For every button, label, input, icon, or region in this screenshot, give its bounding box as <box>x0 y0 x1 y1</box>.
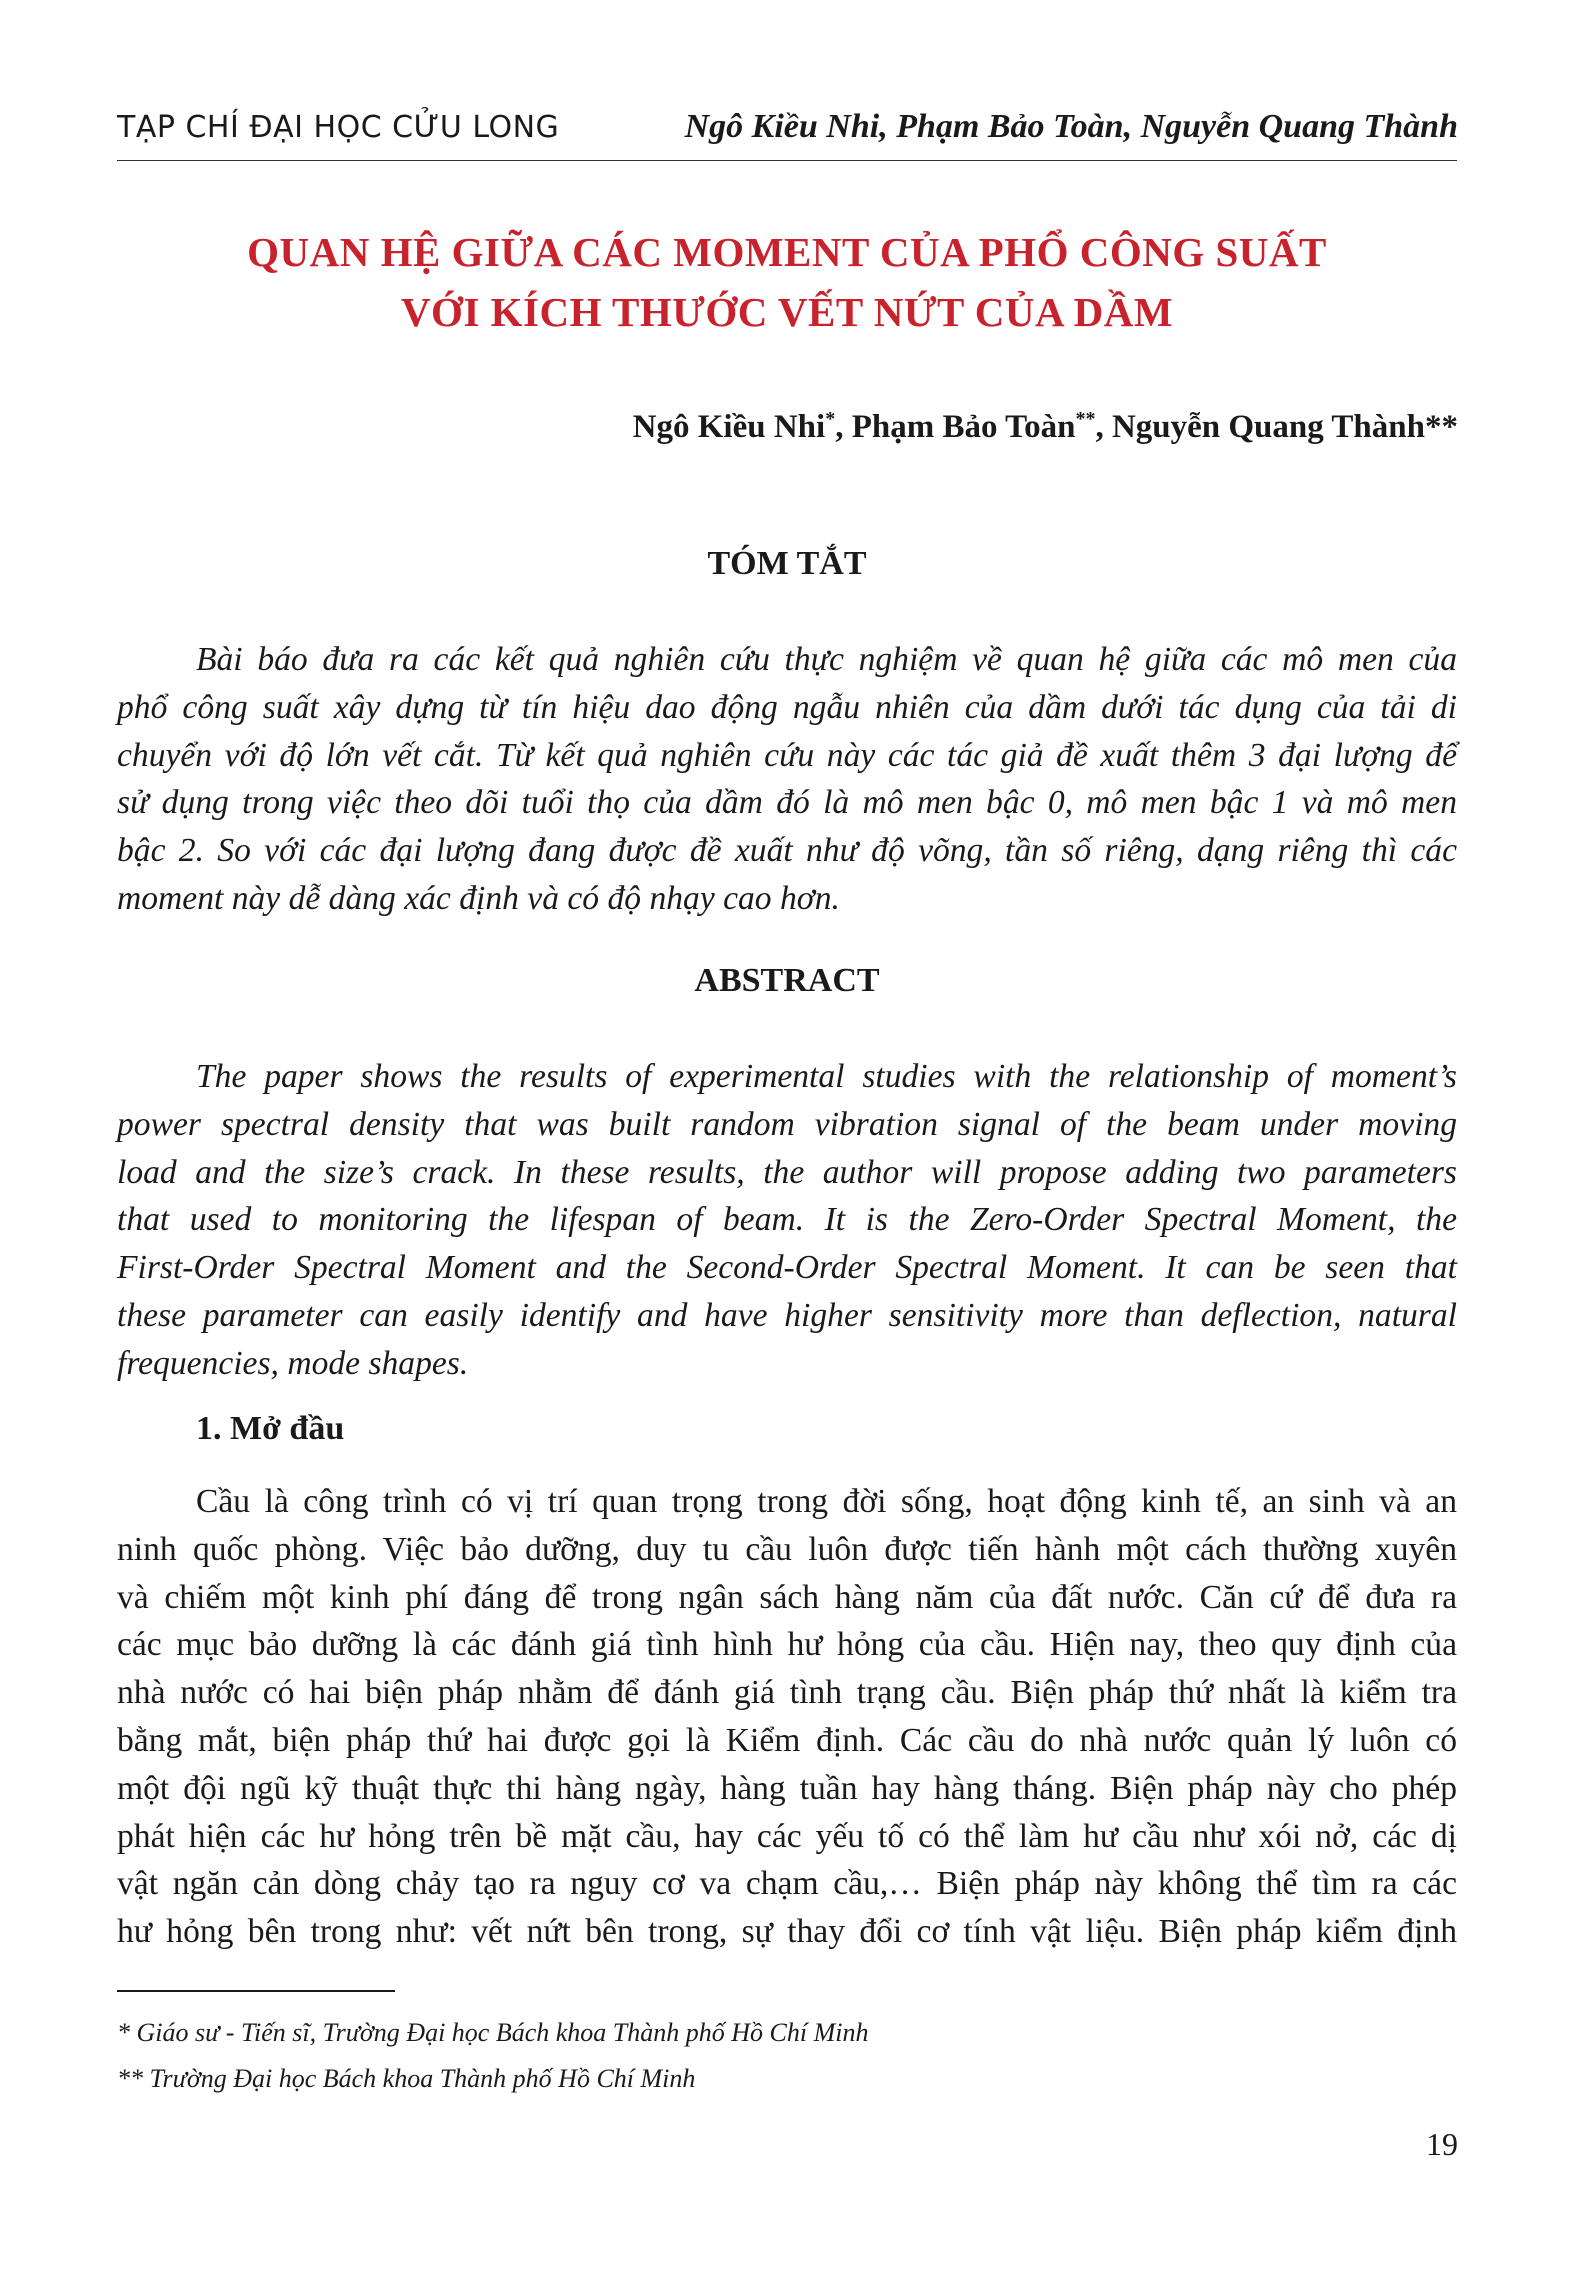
summary-paragraph <box>117 636 1457 923</box>
body-line: phát hiện các hư hỏng trên bề mặt cầu, hay các yếu tố có thể làm hư cầu như xói nở, các dị <box>117 1817 1457 1855</box>
body-line: bằng mắt, biện pháp thứ hai được gọi là Kiểm định. Các cầu do nhà nước quản lý luôn có <box>117 1721 1457 1759</box>
body-line: và chiếm một kinh phí đáng để trong ngân sách hàng năm của đất nước. Căn cứ để đưa ra <box>117 1578 1457 1616</box>
summary-line: Bài báo đưa ra các kết quả nghiên cứu thực nghiệm về quan hệ giữa các mô men của <box>196 641 1457 678</box>
abstract-line: frequencies, mode shapes. <box>117 1344 469 1382</box>
page-number: 19 <box>1426 2126 1458 2162</box>
title-line-2: VỚI KÍCH THƯỚC VẾT NỨT CỦA DẦM <box>400 289 1174 335</box>
paper-title <box>117 222 1457 342</box>
summary-line: moment này dễ dàng xác định và có độ nhạy cao hơn. <box>117 879 840 917</box>
footnote-1: * Giáo sư - Tiến sĩ, Trường Đại học Bách khoa Thành phố Hồ Chí Minh <box>117 2018 869 2047</box>
summary-line: chuyển với độ lớn vết cắt. Từ kết quả nghiên cứu này các tác giả đề xuất thêm 3 đại lượng để <box>117 736 1457 774</box>
title-line-1: QUAN HỆ GIỮA CÁC MOMENT CỦA PHỔ CÔNG SUẤT <box>247 229 1327 275</box>
body-line: Cầu là công trình có vị trí quan trọng trong đời sống, hoạt động kinh tế, an sinh và an <box>196 1483 1457 1520</box>
footnote-2: ** Trường Đại học Bách khoa Thành phố Hồ Chí Minh <box>117 2064 696 2093</box>
abstract-line: that used to monitoring the lifespan of beam. It is the Zero-Order Spectral Moment, the <box>117 1201 1457 1239</box>
author-1: Ngô Kiều Nhi <box>632 409 826 445</box>
abstract-line: power spectral density that was built random vibration signal of the beam under moving <box>117 1105 1457 1143</box>
body-line: nhà nước có hai biện pháp nhằm để đánh giá tình trạng cầu. Biện pháp thứ nhất là kiểm tra <box>117 1674 1457 1712</box>
abstract-line: The paper shows the results of experimental studies with the relationship of moment’s <box>196 1058 1457 1095</box>
running-header-authors: Ngô Kiều Nhi, Phạm Bảo Toàn, Nguyễn Quang Thành <box>684 108 1458 145</box>
body-line: ninh quốc phòng. Việc bảo dưỡng, duy tu cầu luôn được tiến hành một cách thường xuyên <box>117 1530 1457 1568</box>
section-1-paragraph <box>117 1478 1457 1956</box>
body-line: các mục bảo dưỡng là các đánh giá tình hình hư hỏng của cầu. Hiện nay, theo quy định của <box>117 1626 1457 1664</box>
summary-line: phổ công suất xây dựng từ tín hiệu dao động ngẫu nhiên của dầm dưới tác dụng của tải di <box>117 688 1457 726</box>
body-line: một đội ngũ kỹ thuật thực thi hàng ngày, hàng tuần hay hàng tháng. Biện pháp này cho phép <box>117 1769 1457 1807</box>
abstract-line: these parameter can easily identify and have higher sensitivity more than deflection, natural <box>117 1296 1457 1334</box>
summary-line: bậc 2. So với các đại lượng đang được đề xuất như độ võng, tần số riêng, dạng riêng thì các <box>117 832 1457 870</box>
summary-line: sử dụng trong việc theo dõi tuổi thọ của dầm đó là mô men bậc 0, mô men bậc 1 và mô men <box>117 784 1457 822</box>
running-header-journal: TẠP CHÍ ĐẠI HỌC CỬU LONG <box>117 110 560 145</box>
author-byline <box>633 408 1458 446</box>
author-3: Nguyễn Quang Thành** <box>1111 409 1458 445</box>
footnote-divider <box>117 1990 395 1992</box>
abstract-line: First-Order Spectral Moment and the Second-Order Spectral Moment. It can be seen that <box>117 1249 1457 1287</box>
byline-separator: , <box>835 409 852 445</box>
author-2: Phạm Bảo Toàn <box>851 409 1076 445</box>
section-1-heading: 1. Mở đầu <box>196 1410 345 1447</box>
byline-separator: , <box>1095 409 1112 445</box>
body-line: hư hỏng bên trong như: vết nứt bên trong, sự thay đổi cơ tính vật liệu. Biện pháp kiểm định <box>117 1913 1457 1951</box>
abstract-paragraph <box>117 1053 1457 1388</box>
author-2-mark: ** <box>1075 408 1096 430</box>
abstract-line: load and the size’s crack. In these results, the author will propose adding two parameters <box>117 1153 1457 1191</box>
abstract-heading: ABSTRACT <box>694 962 880 999</box>
header-divider <box>117 160 1457 161</box>
body-line: vật ngăn cản dòng chảy tạo ra nguy cơ va chạm cầu,… Biện pháp này không thể tìm ra các <box>117 1865 1457 1903</box>
summary-heading: TÓM TẮT <box>707 545 867 582</box>
author-1-mark: * <box>825 408 836 430</box>
